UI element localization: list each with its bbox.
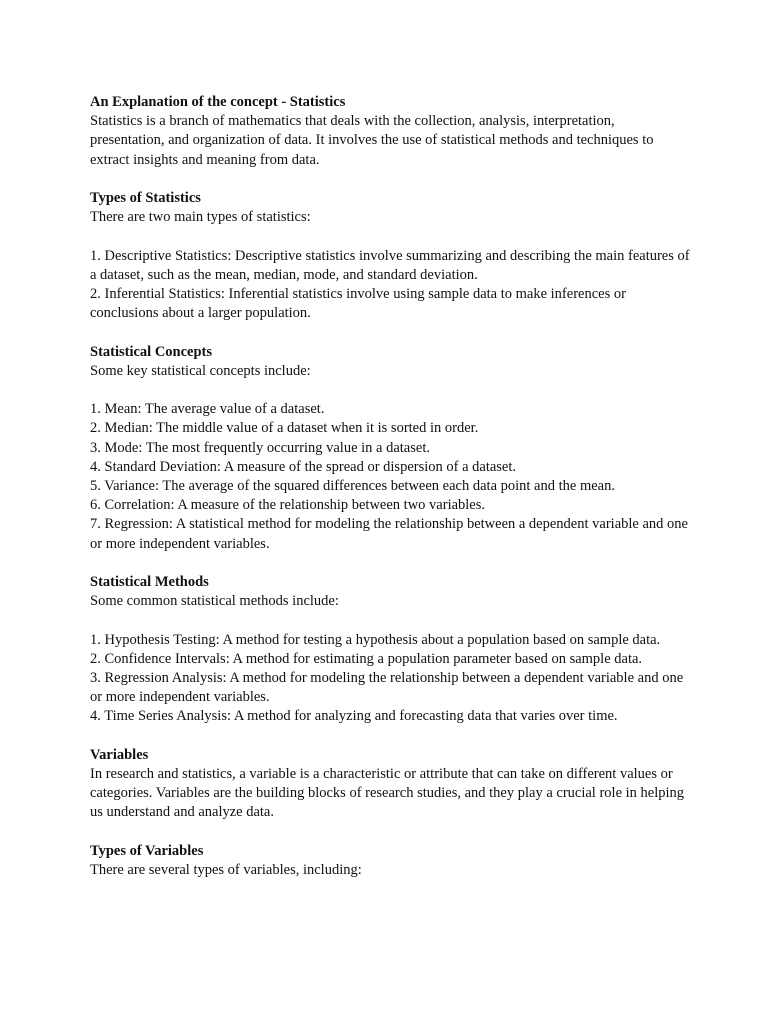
list-item: 3. Mode: The most frequently occurring value in a dataset. [90, 439, 430, 456]
section-types-of-variables [90, 842, 690, 880]
section-statistical-methods [90, 573, 690, 727]
section-types-of-statistics [90, 189, 690, 323]
list-item: 1. Hypothesis Testing: A method for testing a hypothesis about a population based on sample data. [90, 631, 661, 648]
section-heading: An Explanation of the concept - Statistics [90, 94, 346, 110]
list-item: 7. Regression: A statistical method for modeling the relationship between a dependent variable and one or more independent variables. [90, 516, 688, 552]
section-heading: Variables [90, 746, 149, 763]
section-variables [90, 746, 690, 823]
section-intro: There are two main types of statistics: [90, 209, 311, 226]
list-item: 1. Mean: The average value of a dataset. [90, 401, 325, 418]
section-statistical-concepts [90, 343, 690, 554]
list-item: 3. Regression Analysis: A method for modeling the relationship between a dependent variable and one or more independent variables. [90, 670, 684, 706]
list-item: 4. Time Series Analysis: A method for analyzing and forecasting data that varies over time. [90, 708, 618, 725]
section-heading: Statistical Methods [90, 574, 209, 590]
section-heading: Types of Variables [90, 842, 204, 859]
list-item: 1. Descriptive Statistics: Descriptive statistics involve summarizing and describing the main features of a dataset, such as the mean, median, mode, and standard deviation. [90, 247, 690, 283]
section-paragraph: Statistics is a branch of mathematics that deals with the collection, analysis, interpretation, presentation, and organization of data. It involves the use of statistical methods and techniques to extract insights and meaning from data. [90, 113, 654, 168]
list-item: 4. Standard Deviation: A measure of the spread or dispersion of a dataset. [90, 458, 517, 475]
numbered-list [90, 247, 690, 324]
document-body [90, 93, 690, 899]
section-intro: Some common statistical methods include: [90, 593, 339, 610]
section-statistics-explanation [90, 93, 690, 170]
section-paragraph: There are several types of variables, including: [90, 862, 362, 878]
section-intro: Some key statistical concepts include: [90, 362, 311, 379]
section-heading: Types of Statistics [90, 190, 201, 206]
list-item: 5. Variance: The average of the squared differences between each data point and the mean. [90, 478, 615, 494]
numbered-list [90, 631, 690, 727]
section-heading: Statistical Concepts [90, 343, 213, 360]
numbered-list [90, 400, 690, 554]
list-item: 2. Median: The middle value of a dataset when it is sorted in order. [90, 420, 479, 437]
list-item: 2. Inferential Statistics: Inferential statistics involve using sample data to make inferences or conclusions about a larger population. [90, 286, 626, 322]
list-item: 2. Confidence Intervals: A method for estimating a population parameter based on sample data. [90, 650, 643, 667]
list-item: 6. Correlation: A measure of the relationship between two variables. [90, 497, 486, 514]
section-paragraph: In research and statistics, a variable is a characteristic or attribute that can take on different values or categories. Variables are the building blocks of research studies, and they play a crucial role in helping us understand and analyze data. [90, 766, 685, 821]
